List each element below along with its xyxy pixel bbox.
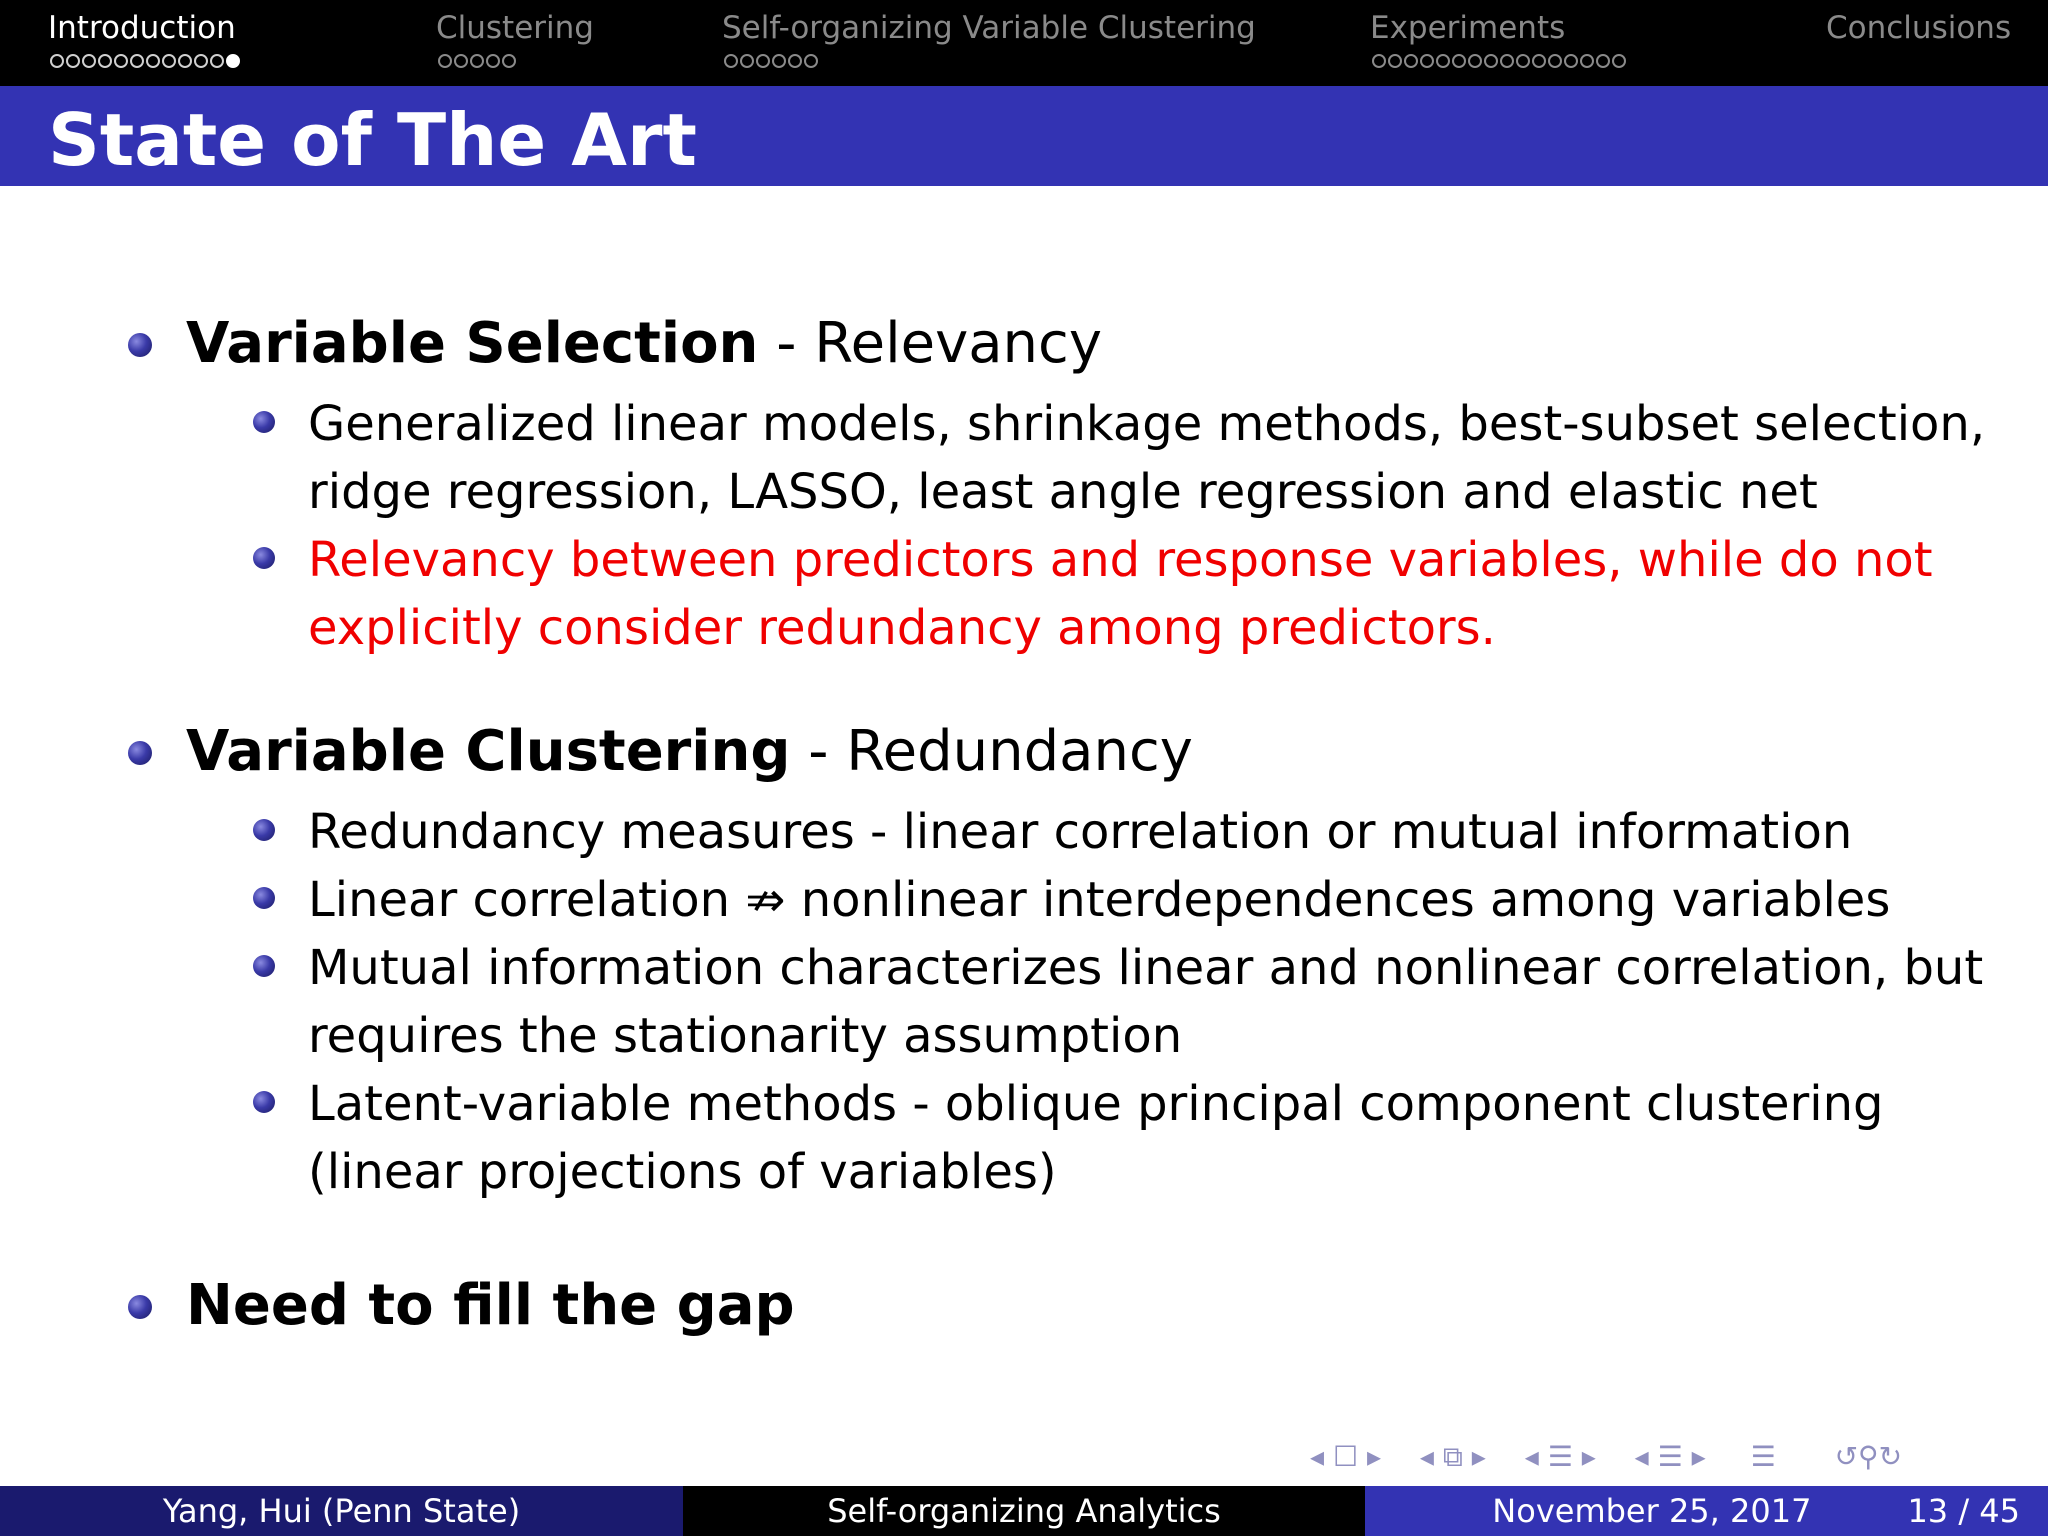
nav-dot[interactable] — [1420, 54, 1434, 68]
item-heading-bold: Variable Selection — [186, 311, 759, 376]
nav-dots-introduction — [50, 54, 240, 68]
nav-dots-self-organizing — [724, 54, 818, 68]
nav-dot[interactable] — [1564, 54, 1578, 68]
nav-dot[interactable] — [146, 54, 160, 68]
nav-dot[interactable] — [1612, 54, 1626, 68]
nav-dot[interactable] — [1372, 54, 1386, 68]
nav-dot[interactable] — [1500, 54, 1514, 68]
bullet-icon — [253, 887, 275, 909]
item-heading-rest: - Relevancy — [758, 311, 1102, 376]
bullet-icon — [128, 333, 152, 357]
nav-dot[interactable] — [1580, 54, 1594, 68]
nav-section-introduction[interactable]: Introduction — [48, 10, 236, 46]
nav-dot[interactable] — [1388, 54, 1402, 68]
appendix-nav-icon[interactable]: ☰ — [1750, 1440, 1776, 1473]
nav-dot[interactable] — [1468, 54, 1482, 68]
sub-list — [253, 798, 2013, 1206]
nav-dots-clustering — [438, 54, 516, 68]
bullet-icon — [253, 819, 275, 841]
nav-dot[interactable] — [772, 54, 786, 68]
item-heading — [186, 716, 1193, 788]
item-heading — [186, 1270, 795, 1342]
presentation-nav-icon[interactable]: ◂ ☰ ▸ — [1634, 1440, 1706, 1473]
nav-section-clustering[interactable]: Clustering — [436, 10, 594, 46]
nav-dot[interactable] — [66, 54, 80, 68]
nav-dot[interactable] — [226, 54, 240, 68]
nav-dot[interactable] — [1436, 54, 1450, 68]
bullet-icon — [128, 741, 152, 765]
nav-dot[interactable] — [178, 54, 192, 68]
list-item-text-highlighted: Relevancy between predictors and response variables, while do not explicitly consider redundancy among predictors. — [308, 532, 1933, 656]
footer-short-title: Self-organizing Analytics — [683, 1486, 1365, 1536]
nav-dot[interactable] — [130, 54, 144, 68]
nav-dot[interactable] — [1484, 54, 1498, 68]
nav-dot[interactable] — [82, 54, 96, 68]
nav-dot[interactable] — [1452, 54, 1466, 68]
slide-footer — [0, 1486, 2048, 1536]
nav-section-self-organizing[interactable]: Self-organizing Variable Clustering — [722, 10, 1256, 46]
subsection-nav-icon[interactable]: ◂ ⧉ ▸ — [1419, 1440, 1486, 1473]
list-item — [253, 526, 2013, 662]
list-item — [253, 934, 2013, 1070]
nav-dot[interactable] — [1404, 54, 1418, 68]
nav-section-experiments[interactable]: Experiments — [1370, 10, 1566, 46]
slide-content — [0, 186, 2048, 1486]
list-item — [253, 1070, 2013, 1206]
nav-dot[interactable] — [724, 54, 738, 68]
item-heading — [186, 308, 1102, 380]
sub-list — [253, 390, 2013, 662]
list-item-text: Redundancy measures - linear correlation or mutual information — [308, 804, 1853, 860]
list-item — [253, 866, 2013, 934]
item-heading-rest: - Redundancy — [790, 719, 1193, 784]
bullet-icon — [253, 547, 275, 569]
item-heading-bold: Variable Clustering — [186, 719, 791, 784]
nav-dot[interactable] — [98, 54, 112, 68]
footer-author: Yang, Hui (Penn State) — [0, 1486, 683, 1536]
nav-dot[interactable] — [162, 54, 176, 68]
nav-dot[interactable] — [804, 54, 818, 68]
frame-title-bar — [0, 86, 2048, 186]
nav-dot[interactable] — [502, 54, 516, 68]
nav-dot[interactable] — [1548, 54, 1562, 68]
footer-date-page — [1365, 1486, 2048, 1536]
section-nav-icon[interactable]: ◂ ☰ ▸ — [1524, 1440, 1596, 1473]
bullet-icon — [253, 411, 275, 433]
nav-dot[interactable] — [114, 54, 128, 68]
list-item-text: Mutual information characterizes linear and nonlinear correlation, but requires the stationarity assumption — [308, 940, 1984, 1064]
list-item — [253, 798, 2013, 866]
search-zoom-icon[interactable]: ↺⚲↻ — [1834, 1440, 1903, 1473]
nav-dot[interactable] — [486, 54, 500, 68]
frame-nav-icon[interactable]: ◂ ☐ ▸ — [1310, 1440, 1382, 1473]
nav-dot[interactable] — [756, 54, 770, 68]
nav-dot[interactable] — [470, 54, 484, 68]
nav-dot[interactable] — [210, 54, 224, 68]
list-item-text: Linear correlation ⇏ nonlinear interdependences among variables — [308, 872, 1891, 928]
nav-dot[interactable] — [1532, 54, 1546, 68]
nav-dot[interactable] — [740, 54, 754, 68]
frame-title: State of The Art — [48, 98, 697, 182]
list-item-text: Latent-variable methods - oblique principal component clustering (linear projections of variables) — [308, 1076, 1884, 1200]
nav-dot[interactable] — [50, 54, 64, 68]
section-navigation — [0, 0, 2048, 86]
nav-dots-experiments — [1372, 54, 1626, 68]
footer-page-number: 13 / 45 — [1907, 1492, 2020, 1530]
bullet-icon — [253, 955, 275, 977]
nav-dot[interactable] — [1596, 54, 1610, 68]
nav-dot[interactable] — [454, 54, 468, 68]
nav-section-conclusions[interactable]: Conclusions — [1826, 10, 2012, 46]
bullet-icon — [128, 1295, 152, 1319]
nav-dot[interactable] — [438, 54, 452, 68]
list-item-text: Generalized linear models, shrinkage methods, best-subset selection, ridge regression, LASSO, least angle regression and elastic net — [308, 396, 1986, 520]
beamer-navigation-symbols — [1310, 1440, 2030, 1473]
nav-dot[interactable] — [194, 54, 208, 68]
bullet-icon — [253, 1091, 275, 1113]
item-heading-bold: Need to fill the gap — [186, 1273, 795, 1338]
nav-dot[interactable] — [788, 54, 802, 68]
list-item — [253, 390, 2013, 526]
nav-dot[interactable] — [1516, 54, 1530, 68]
footer-date: November 25, 2017 — [1492, 1492, 1812, 1530]
